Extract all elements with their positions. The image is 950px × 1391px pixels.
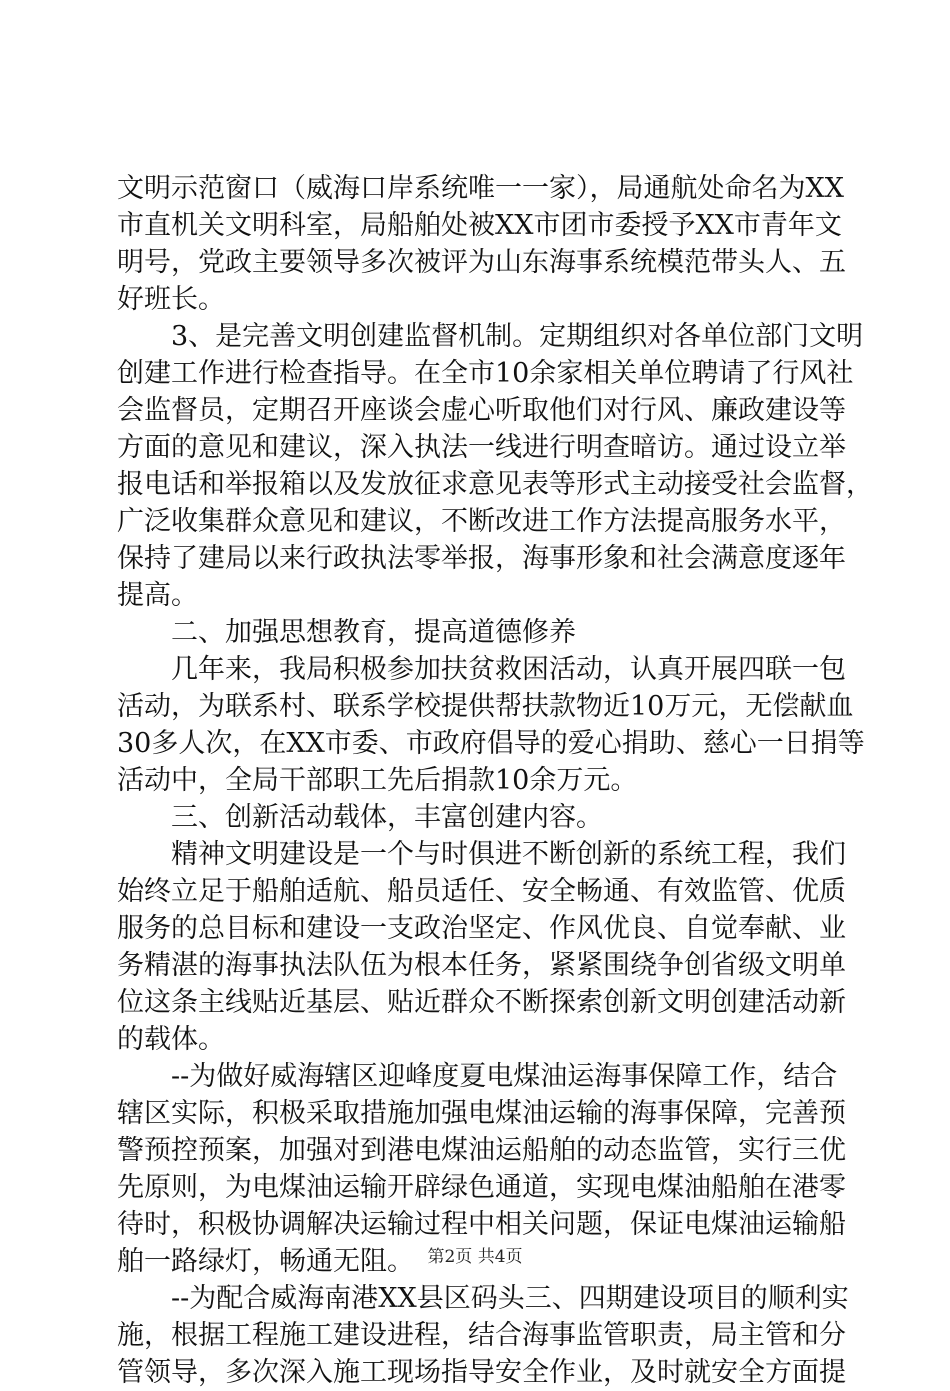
text-line: 方面的意见和建议，深入执法一线进行明查暗访。通过设立举 — [117, 432, 846, 463]
text-line: 辖区实际，积极采取措施加强电煤油运输的海事保障，完善预 — [117, 1098, 846, 1129]
section-heading: 二、加强思想教育，提高道德修养 — [171, 617, 576, 648]
text-line: 活动中，全局干部职工先后捐款10余万元。 — [117, 765, 638, 796]
text-line: 提高。 — [117, 580, 198, 611]
text-line: 警预控预案，加强对到港电煤油运船舶的动态监管，实行三优 — [117, 1135, 846, 1166]
text-line: 广泛收集群众意见和建议，不断改进工作方法提高服务水平， — [117, 506, 846, 537]
text-line: 活动，为联系村、联系学校提供帮扶款物近10万元，无偿献血 — [117, 691, 854, 722]
text-line: 市直机关文明科室，局船舶处被XX市团市委授予XX市青年文 — [117, 210, 842, 241]
text-line: 30多人次，在XX市委、市政府倡导的爱心捐助、慈心一日捐等 — [117, 728, 865, 759]
text-line: 保持了建局以来行政执法零举报，海事形象和社会满意度逐年 — [117, 543, 846, 574]
text-line: 几年来，我局积极参加扶贫救困活动，认真开展四联一包 — [171, 654, 846, 685]
text-line: 服务的总目标和建设一支政治坚定、作风优良、自觉奉献、业 — [117, 913, 846, 944]
text-line: 精神文明建设是一个与时俱进不断创新的系统工程，我们 — [171, 839, 846, 870]
text-line: 始终立足于船舶适航、船员适任、安全畅通、有效监管、优质 — [117, 876, 846, 907]
text-line: 先原则，为电煤油运输开辟绿色通道，实现电煤油船舶在港零 — [117, 1172, 846, 1203]
text-line: 报电话和举报箱以及发放征求意见表等形式主动接受社会监督， — [117, 469, 873, 500]
page-number: 第2页 共4页 — [427, 1247, 523, 1267]
text-line: 管领导，多次深入施工现场指导安全作业，及时就安全方面提 — [117, 1357, 846, 1388]
text-line: 位这条主线贴近基层、贴近群众不断探索创新文明创建活动新 — [117, 987, 846, 1018]
text-line: 会监督员，定期召开座谈会虚心听取他们对行风、廉政建设等 — [117, 395, 846, 426]
text-line: --为配合威海南港XX县区码头三、四期建设项目的顺利实 — [171, 1283, 849, 1314]
text-line: 待时，积极协调解决运输过程中相关问题，保证电煤油运输船 — [117, 1209, 846, 1240]
text-line: 的载体。 — [117, 1024, 225, 1055]
document-body — [117, 170, 873, 1391]
page-footer — [0, 1245, 950, 1269]
text-line: 务精湛的海事执法队伍为根本任务，紧紧围绕争创省级文明单 — [117, 950, 846, 981]
text-line: 文明示范窗口（威海口岸系统唯一一家），局通航处命名为XX — [117, 173, 844, 204]
text-line: 创建工作进行检查指导。在全市10余家相关单位聘请了行风社 — [117, 358, 854, 389]
text-line: 舶一路绿灯，畅通无阻。 — [117, 1246, 414, 1277]
text-line: --为做好威海辖区迎峰度夏电煤油运海事保障工作，结合 — [171, 1061, 838, 1092]
text-line: 施，根据工程施工建设进程，结合海事监管职责，局主管和分 — [117, 1320, 846, 1351]
text-line: 好班长。 — [117, 284, 225, 315]
text-line: 3、是完善文明创建监督机制。定期组织对各单位部门文明 — [171, 321, 864, 352]
text-line: 明号，党政主要领导多次被评为山东海事系统模范带头人、五 — [117, 247, 846, 278]
section-heading: 三、创新活动载体，丰富创建内容。 — [171, 802, 603, 833]
